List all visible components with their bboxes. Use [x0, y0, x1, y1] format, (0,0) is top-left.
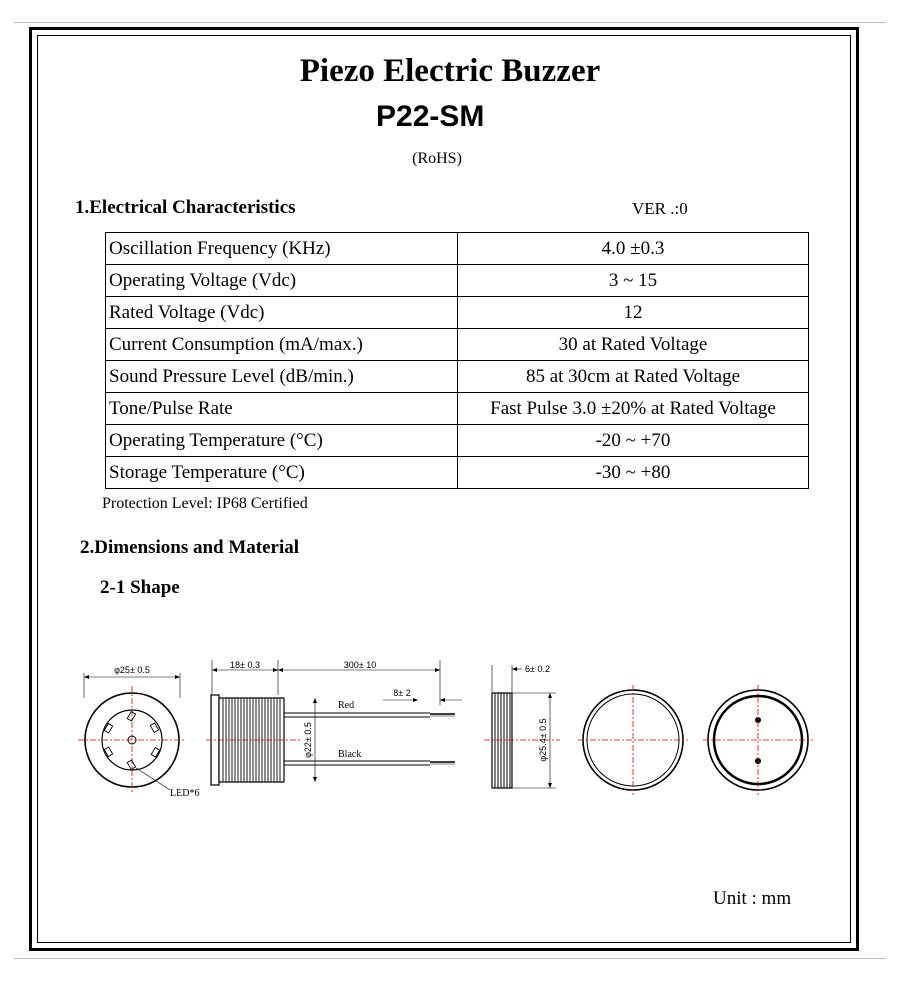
spec-row: [106, 233, 809, 265]
led-marker: [127, 712, 135, 721]
spec-row: [106, 457, 809, 489]
spec-row: [106, 393, 809, 425]
spec-param: Current Consumption (mA/max.): [106, 329, 458, 361]
back-view: [578, 685, 688, 795]
top-rule: [14, 22, 886, 23]
model-number: P22-SM: [376, 100, 485, 133]
side-diameter-dim: φ25.4± 0.5: [538, 718, 548, 762]
spec-param: Rated Voltage (Vdc): [106, 297, 458, 329]
protection-level: Protection Level: IP68 Certified: [102, 495, 308, 512]
spec-param: Oscillation Frequency (KHz): [106, 233, 458, 265]
section1-heading: 1.Electrical Characteristics: [75, 197, 296, 218]
spec-param: Sound Pressure Level (dB/min.): [106, 361, 458, 393]
spec-value: Fast Pulse 3.0 ±20% at Rated Voltage: [458, 393, 809, 425]
document-title: Piezo Electric Buzzer: [299, 53, 601, 89]
spec-row: [106, 265, 809, 297]
spec-row: [106, 297, 809, 329]
spec-param: Operating Temperature (°C): [106, 425, 458, 457]
spec-row: [106, 361, 809, 393]
spec-value: 4.0 ±0.3: [458, 233, 809, 265]
rohs-label: (RoHS): [412, 150, 462, 167]
spec-row: [106, 329, 809, 361]
version-label: VER .:0: [632, 199, 688, 218]
side-view: [206, 660, 462, 785]
black-wire-label: Black: [338, 749, 362, 760]
spec-row: [106, 425, 809, 457]
spec-value: -20 ~ +70: [458, 425, 809, 457]
bottom-rule: [14, 958, 886, 959]
flange-dim: 18± 0.3: [230, 660, 260, 670]
spec-value: 3 ~ 15: [458, 265, 809, 297]
terminal-view: [703, 685, 813, 795]
unit-label: Unit : mm: [713, 888, 792, 909]
front-diameter-dim: φ25± 0.5: [114, 665, 150, 675]
section2-heading: 2.Dimensions and Material: [80, 537, 300, 558]
thickness-dim: 6± 0.2: [525, 664, 550, 674]
spec-value: 85 at 30cm at Rated Voltage: [458, 361, 809, 393]
strip-length-dim: 8± 2: [393, 688, 411, 698]
spec-param: Storage Temperature (°C): [106, 457, 458, 489]
spec-param: Operating Voltage (Vdc): [106, 265, 458, 297]
led-marker: [127, 760, 135, 769]
thickness-view: [484, 664, 560, 788]
wire-length-dim: 300± 10: [343, 660, 377, 670]
red-wire-label: Red: [338, 700, 355, 711]
front-view: [78, 665, 199, 799]
dimension-drawing: [0, 640, 900, 810]
spec-param: Tone/Pulse Rate: [106, 393, 458, 425]
electrical-spec-table: [105, 232, 809, 489]
body-diameter-dim: φ22± 0.5: [303, 722, 313, 758]
spec-value: 12: [458, 297, 809, 329]
shape-subheading: 2-1 Shape: [100, 577, 180, 598]
led-label: LED*6: [170, 788, 200, 799]
spec-value: -30 ~ +80: [458, 457, 809, 489]
spec-value: 30 at Rated Voltage: [458, 329, 809, 361]
